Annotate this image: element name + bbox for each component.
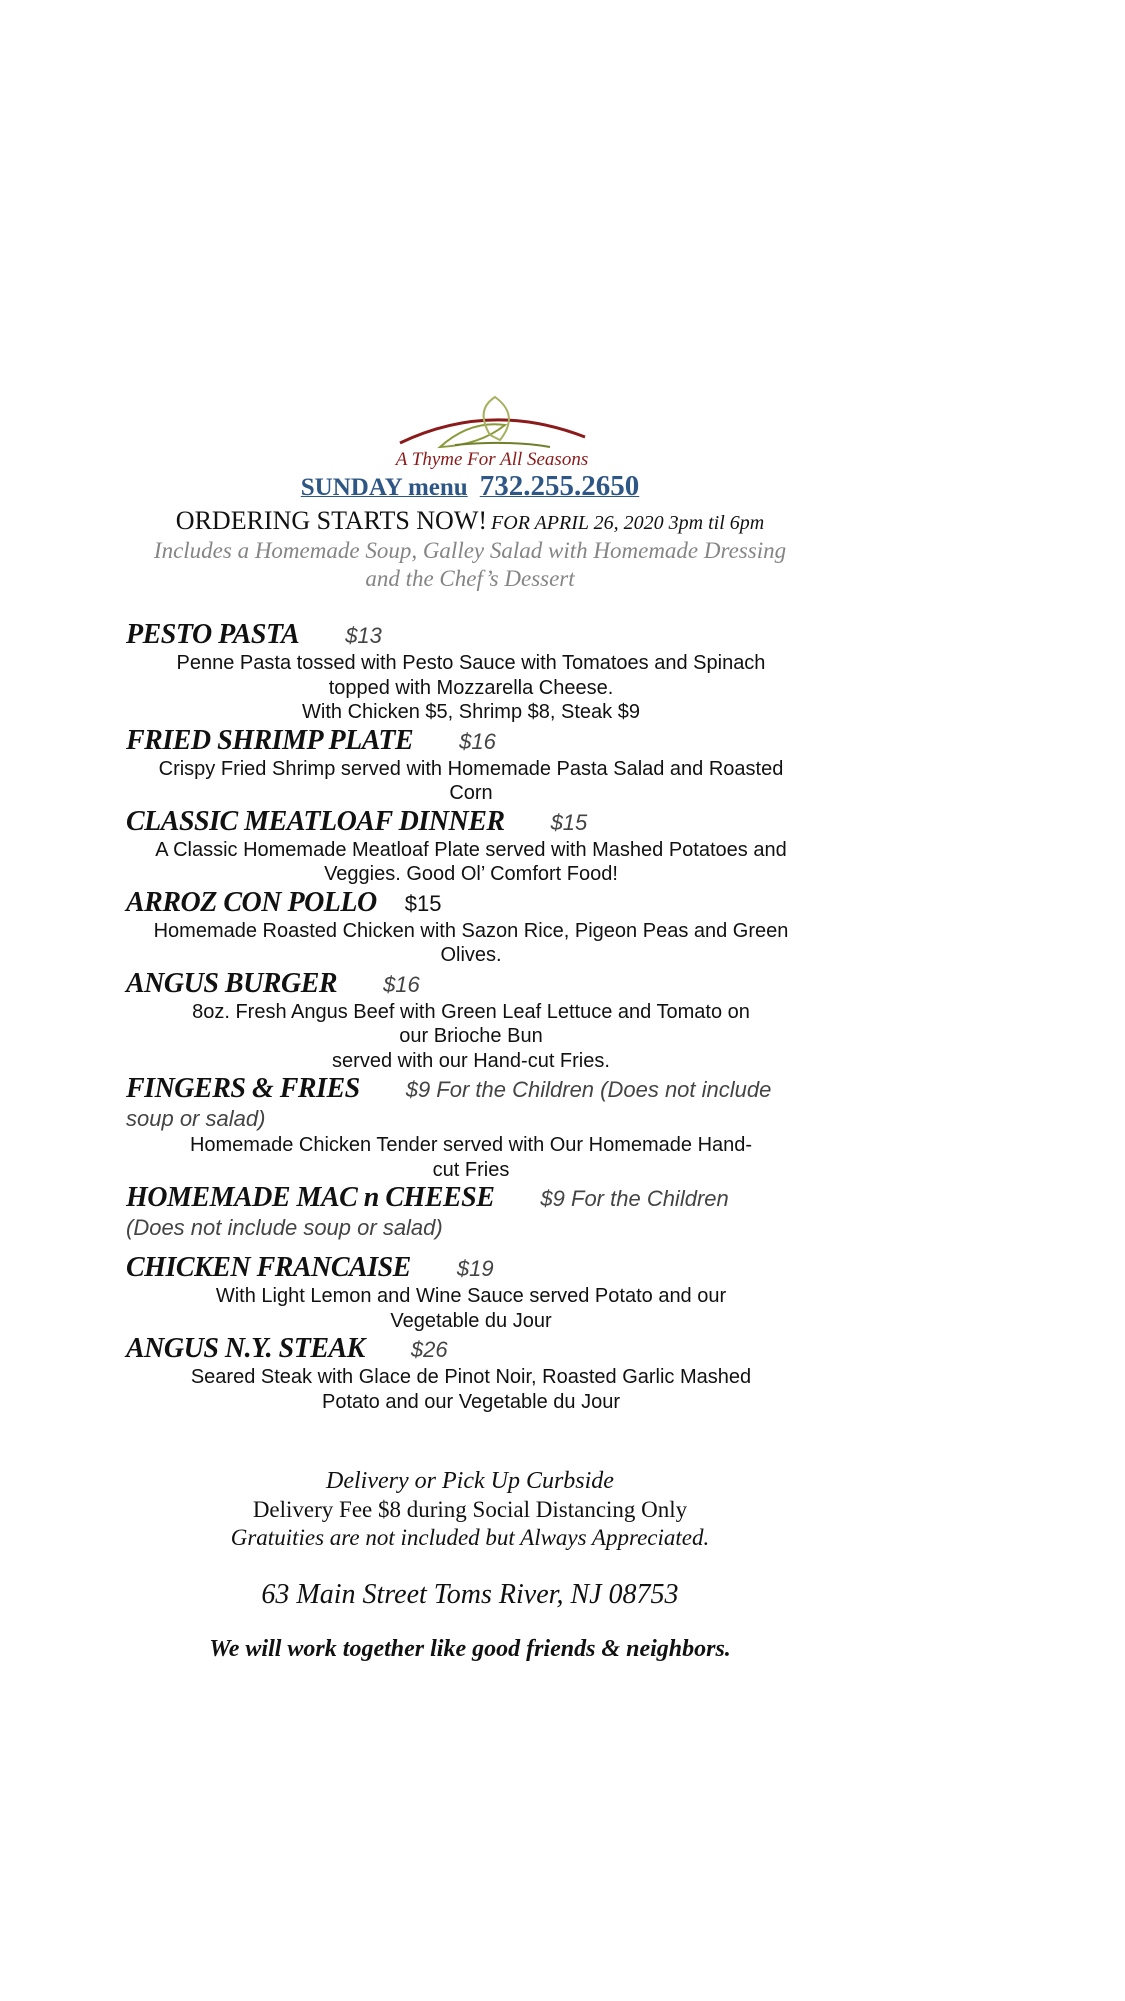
menu-item <box>126 1333 816 1414</box>
dish-name: CHICKEN FRANCAISE <box>126 1252 411 1283</box>
dish-description: A Classic Homemade Meatloaf Plate served with Mashed Potatoes and Veggies. Good Ol’ Comfort Food! <box>155 838 787 885</box>
dish-name: FINGERS & FRIES <box>126 1073 360 1104</box>
includes-note <box>0 537 940 593</box>
dish-price: $15 <box>404 890 442 916</box>
title-text: SUNDAY menu <box>300 474 468 501</box>
dish-description: 8oz. Fresh Angus Beef with Green Leaf Lettuce and Tomato on our Brioche Bun served with our Hand-cut Fries. <box>192 1000 750 1072</box>
menu-title <box>0 470 940 503</box>
dish-name: ARROZ CON POLLO <box>126 886 377 918</box>
dish-name: CLASSIC MEATLOAF DINNER <box>126 805 505 837</box>
ordering-line <box>0 506 940 536</box>
slogan: We will work together like good friends & neighbors. <box>209 1636 731 1662</box>
phone-number[interactable]: 732.255.2650 <box>479 470 640 502</box>
ordering-text: ORDERING STARTS NOW! <box>175 506 488 535</box>
includes-line: and the Chef’s Dessert <box>365 566 575 591</box>
dish-price: $15 <box>550 809 588 835</box>
dish-price: $16 <box>459 728 496 754</box>
menu-item <box>126 1073 816 1182</box>
menu-item <box>126 968 816 1074</box>
restaurant-logo <box>370 395 615 470</box>
dish-name: PESTO PASTA <box>126 619 300 650</box>
menu-list <box>126 619 816 1414</box>
address: 63 Main Street Toms River, NJ 08753 <box>261 1579 679 1610</box>
dish-price: $16 <box>383 971 420 997</box>
dish-price: $9 For the Children (Does not include <box>405 1077 772 1102</box>
dish-name: FRIED SHRIMP PLATE <box>126 724 414 756</box>
dish-price: $26 <box>410 1337 448 1362</box>
menu-item <box>126 619 816 725</box>
dish-description: Penne Pasta tossed with Pesto Sauce with Tomatoes and Spinach topped with Mozzarella Cheese. With Chicken $5, Shrimp $8, Steak $9 <box>176 652 766 723</box>
dish-price: $9 For the Children <box>540 1186 729 1211</box>
delivery-fee: Delivery Fee $8 during Social Distancing Only <box>252 1497 688 1522</box>
dish-description: Crispy Fried Shrimp served with Homemade Pasta Salad and Roasted Corn <box>158 757 784 804</box>
dish-price-note: soup or salad) <box>126 1106 266 1131</box>
dish-name: ANGUS BURGER <box>126 967 338 999</box>
dish-price: $19 <box>456 1256 494 1281</box>
dish-price-note: (Does not include soup or salad) <box>126 1215 443 1240</box>
menu-item <box>126 1252 816 1333</box>
dish-description: Homemade Roasted Chicken with Sazon Rice, Pigeon Peas and Green Olives. <box>153 919 789 966</box>
dish-description: Homemade Chicken Tender served with Our Homemade Hand- cut Fries <box>189 1134 753 1181</box>
dish-description: Seared Steak with Glace de Pinot Noir, Roasted Garlic Mashed Potato and our Vegetable du Jour <box>190 1366 752 1413</box>
menu-item <box>126 1182 816 1252</box>
delivery-note: Delivery or Pick Up Curbside <box>326 1468 614 1494</box>
dish-name: ANGUS N.Y. STEAK <box>126 1333 365 1364</box>
menu-item <box>126 806 816 887</box>
menu-item <box>126 725 816 806</box>
dish-price: $13 <box>345 623 382 648</box>
menu-item <box>126 887 816 968</box>
dish-description: With Light Lemon and Wine Sauce served Potato and our Vegetable du Jour <box>215 1285 727 1332</box>
gratuity-note: Gratuities are not included but Always Appreciated. <box>230 1525 710 1550</box>
ordering-date: FOR APRIL 26, 2020 3pm til 6pm <box>491 512 765 534</box>
svg-text:A Thyme For All Seasons: A Thyme For All Seasons <box>395 449 589 470</box>
dish-name: HOMEMADE MAC n CHEESE <box>126 1182 495 1213</box>
includes-line: Includes a Homemade Soup, Galley Salad with Homemade Dressing <box>153 538 787 563</box>
